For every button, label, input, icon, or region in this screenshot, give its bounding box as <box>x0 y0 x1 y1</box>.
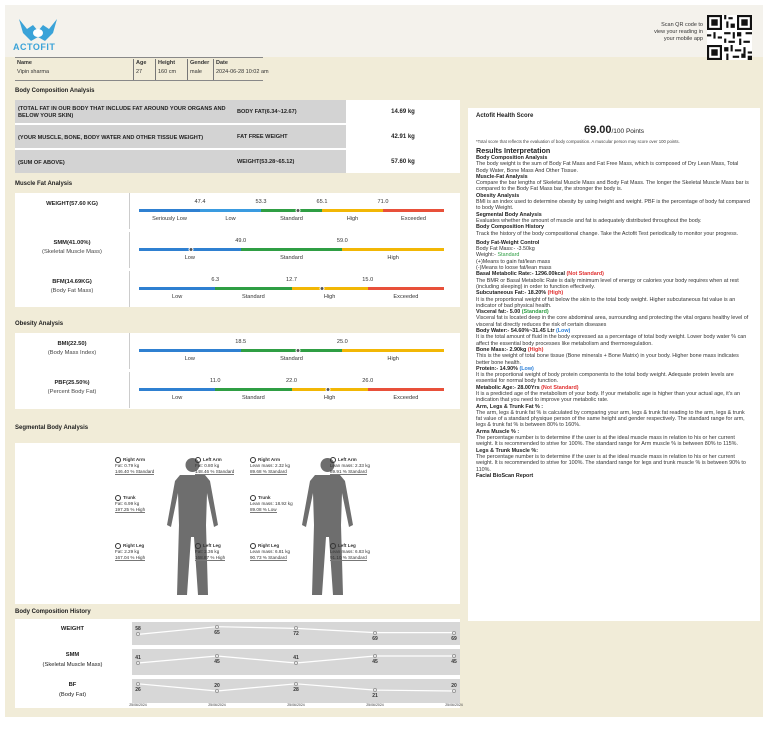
scale-marker <box>320 286 325 291</box>
scale-zone-bar <box>342 248 444 251</box>
history-point <box>215 689 219 693</box>
history-date: 25/06/2024 <box>366 703 384 707</box>
history-chart <box>132 679 460 703</box>
segment-value: Lean mass: 2.32 kg <box>250 463 291 468</box>
segment-percent: 197.25 % High <box>115 506 146 512</box>
name-value: Vipin sharma <box>17 69 49 75</box>
scale-zone-label: Standard <box>280 356 303 362</box>
ri-ltm-text: The percentage number is to determine if the user is at the ideal muscle mass in relation to his or her current weight. It is recommended to strive for 100%. The standard range for legs and trunk muscle % is between 90% to 110%. <box>476 453 746 473</box>
scale-zone-bar <box>292 287 368 290</box>
segment-value: Lean mass: 2.33 kg <box>330 463 371 468</box>
history-label <box>15 649 130 675</box>
scale-label <box>15 333 130 369</box>
interpretation-panel <box>468 108 760 621</box>
name-label: Name <box>17 60 32 66</box>
obesity-panel <box>15 333 460 409</box>
gender-value: male <box>190 69 202 75</box>
results-title: Results Interpretation <box>476 146 551 155</box>
age-label: Age <box>136 60 147 66</box>
segment-percent: 90.73 % Standard <box>250 554 287 560</box>
segment-value: Fat: 2.36 kg <box>195 549 220 554</box>
ri-bca-heading: Body Composition Analysis <box>476 155 548 161</box>
scale-zone-bar <box>261 209 322 212</box>
scale-tick: 59.0 <box>336 238 348 244</box>
history-point <box>452 654 456 658</box>
bc-row-weight <box>15 150 415 173</box>
ri-vf-label: Visceral fat:- 5.00 <box>476 309 522 316</box>
scale-zone-label: High <box>346 216 359 222</box>
ri-sf-text: It is the proportional weight of fat below the skin to the total body weight. Higher subcutaneous fat value is an indicator of bad physical health. <box>476 296 736 309</box>
scale-tick: 49.0 <box>235 238 247 244</box>
segment-value: Fat: 0.79 kg <box>115 463 140 468</box>
history-value: 45 <box>372 659 378 665</box>
ri-bm-text: This is the weight of total bone tissue (Bone minerals + Bone Matrix) in your body. Higher bone mass indicates better bone health. <box>476 353 739 366</box>
ri-bfw-weight-status: Standard <box>497 252 520 259</box>
history-point <box>373 654 377 658</box>
scale-zone-bar <box>322 209 383 212</box>
segment-lean-trunk <box>250 495 293 512</box>
ri-bch-heading: Body Composition History <box>476 224 544 231</box>
bc-value: 42.91 kg <box>346 125 460 148</box>
history-date: 25/06/2024 <box>287 703 305 707</box>
history-sub: (Body Fat) <box>58 692 87 698</box>
scale-tick: 6.3 <box>211 277 220 283</box>
scale-metric: WEIGHT(57.60 KG) <box>46 201 98 207</box>
ri-bmr-label: Basal Metabolic Rate:- 1296.00kcal <box>476 271 567 278</box>
ri-mfa-heading: Muscle-Fat Analysis <box>476 173 528 180</box>
history-value: 41 <box>293 655 299 661</box>
segment-fat-left-arm <box>195 457 234 474</box>
qr-caption: Scan QR code to view your reading in your mobile app <box>654 22 703 42</box>
history-sub: (Skeletal Muscle Mass) <box>42 662 103 668</box>
history-value: 58 <box>135 626 141 633</box>
scale-zone-label: Low <box>171 294 183 300</box>
scale-zone-bar <box>342 349 444 352</box>
history-value: 21 <box>372 693 378 700</box>
ri-bca-text: The body weight is the sum of Body Fat Mass and Fat Free Mass, which is composed of Dry Lean Mass, Total Body Water, Bone Mass And Other Tissue. <box>476 161 739 174</box>
ri-bmr-text: The BMR or Basal Metabolic Rate is daily minimum level of energy or calories your body requires when at rest (including sleeping) in order to function effectively. <box>476 277 739 290</box>
logo-text: ACTOFIT <box>13 42 56 52</box>
scale-zone-bar <box>139 287 215 290</box>
segment-value: Fat: 2.29 kg <box>115 549 140 554</box>
segment-name: Trunk <box>123 495 136 501</box>
history-metric: SMM <box>65 652 80 658</box>
scale-zone-label: Low <box>225 216 236 222</box>
obesity-title: Obesity Analysis <box>15 321 64 327</box>
height-value: 160 cm <box>158 69 177 75</box>
scale-sub: (Skeletal Muscle Mass) <box>42 249 102 255</box>
ri-vf-status: (Standard) <box>521 309 549 316</box>
ri-am-text: The percentage number is to determine if the user is at the ideal muscle mass in relation to his or her current weight. It is recommended to strive for 100%. The standard range for Arm muscle % is between 80% to 115%. <box>476 435 738 448</box>
scale-zone-label: High <box>387 356 399 362</box>
scale-bar <box>139 248 444 251</box>
history-value: 20 <box>451 683 457 689</box>
scale-label <box>15 193 130 229</box>
ri-ma-label: Metabolic Age:- 28.00Yrs <box>476 384 542 391</box>
segment-percent: 89.68 % Standard <box>250 468 287 474</box>
history-value: 65 <box>214 629 220 636</box>
scale-zone-bar <box>139 388 215 391</box>
bc-desc: (SUM OF ABOVE) <box>15 150 235 173</box>
scale-tick: 12.7 <box>286 277 297 283</box>
scale-zone-bar <box>241 349 343 352</box>
date-label: Date <box>216 60 228 66</box>
segment-percent: 89.91 % Standard <box>330 468 367 474</box>
scale-marker <box>295 208 300 213</box>
ri-bch-text: Track the history of the body compositional change. Take the Actofit Test periodically to monitor your progress. <box>476 230 739 237</box>
segment-percent: 148.46 % Standard <box>195 468 235 474</box>
history-panel <box>15 619 463 708</box>
scale-row <box>15 193 460 229</box>
scale-zone-label: Low <box>171 395 183 401</box>
segment-lean-left-leg <box>330 543 370 560</box>
scale-tick: 15.0 <box>362 277 374 283</box>
ri-bw-text: It is the total amount of fluid in the body expressed as a percentage of total body weight. Lower body water % can affect the essential body processes like metabolism and thermoregulation. <box>476 334 747 347</box>
scale-zone-bar <box>139 209 200 212</box>
history-metric: BF <box>68 682 77 688</box>
scale-metric: BMI(22.50) <box>57 341 87 347</box>
scale-tick: 71.0 <box>377 199 389 205</box>
history-label <box>15 622 130 645</box>
history-value: 69 <box>372 635 378 642</box>
history-title: Body Composition History <box>15 609 91 615</box>
segment-value: Fat: 0.80 kg <box>195 463 220 468</box>
history-point <box>215 625 219 629</box>
scale-zone-label: Standard <box>280 216 303 222</box>
bc-desc: (TOTAL FAT IN OUR BODY THAT INCLUDE FAT AROUND YOUR ORGANS AND BELOW YOUR SKIN) <box>15 100 235 123</box>
history-value: 28 <box>293 686 299 693</box>
history-value: 20 <box>214 683 220 689</box>
segment-percent: 167.04 % High <box>115 554 146 560</box>
gender-label: Gender <box>190 60 210 66</box>
segment-name: Right Arm <box>258 457 281 463</box>
bc-metric: BODY FAT(6.34~12.67) <box>235 100 346 123</box>
history-point <box>294 661 298 665</box>
segment-name: Left Arm <box>203 457 222 463</box>
ri-bfw-minus: (-)Means to loose fat/lean mass <box>476 265 552 272</box>
body-composition-table <box>15 100 460 173</box>
scale-bar <box>139 349 444 352</box>
segment-percent: 89.08 % Low <box>250 506 277 512</box>
segment-fat-left-leg <box>195 543 225 560</box>
bc-metric: WEIGHT(53.28~65.12) <box>235 150 346 173</box>
ri-bfw-fat: Body Fat Mass:- -3.50kg <box>476 246 535 253</box>
ri-bfw-weight-label: Weight:- <box>476 252 498 259</box>
health-score <box>476 124 752 136</box>
segment-value: Fat: 6.99 kg <box>115 501 140 506</box>
body-composition-title: Body Composition Analysis <box>15 88 95 94</box>
scale-tick: 18.5 <box>235 339 247 345</box>
segment-lean-left-arm <box>330 457 370 474</box>
scale-tick: 53.3 <box>255 199 267 205</box>
info-divider <box>15 80 263 81</box>
scale-zone-bar <box>139 349 241 352</box>
ri-oa-text: BMI is an index used to determine obesity by using height and weight. PBF is the percentage of body fat compared to body Weight. <box>476 199 750 212</box>
segment-fat-trunk <box>115 495 145 512</box>
ri-ltm-heading: Legs & Trunk Muscle %: <box>476 447 539 454</box>
history-point <box>136 682 140 686</box>
score-value: 69.00 <box>583 124 612 136</box>
ri-pr-text: It is the proportional weight of body protein components to the total body weight. Adequate protein levels are essential for normal body function. <box>476 372 734 385</box>
segmental-panel <box>15 443 460 604</box>
ri-pr-status: (Low) <box>519 365 534 372</box>
ri-sf-status: (High) <box>547 290 564 297</box>
ri-sba-heading: Segmental Body Analysis <box>476 211 542 218</box>
body-figure-lean-icon <box>295 455 360 600</box>
scale-zone-label: Exceeded <box>393 395 419 401</box>
height-label: Height <box>158 60 176 66</box>
scale-sub: (Percent Body Fat) <box>47 389 97 395</box>
ri-ma-status: (Not Standard) <box>541 384 579 391</box>
history-value: 26 <box>135 686 141 693</box>
history-point <box>136 632 140 636</box>
history-value: 45 <box>451 659 457 665</box>
history-chart <box>132 649 460 675</box>
ri-bw-status: (Low) <box>555 328 571 335</box>
bc-row-body-fat <box>15 100 415 123</box>
segment-percent: 146.40 % Standard <box>115 468 155 474</box>
scale-row <box>15 271 460 307</box>
history-value: 69 <box>451 635 457 642</box>
scale-tick: 65.1 <box>316 199 328 205</box>
scale-sub: (Body Mass Index) <box>47 350 97 356</box>
scale-zone-bar <box>200 209 261 212</box>
history-row <box>15 622 460 645</box>
muscle-fat-title: Muscle Fat Analysis <box>15 181 73 187</box>
bc-row-fat-free <box>15 125 415 148</box>
history-point <box>294 682 298 686</box>
history-point <box>373 631 377 635</box>
ri-bfw-heading: Body Fat-Weight Control <box>476 239 540 246</box>
segment-value: Lean mass: 6.83 kg <box>330 549 371 554</box>
segment-name: Left Arm <box>338 457 357 463</box>
segment-value: Lean mass: 18.92 kg <box>250 501 293 506</box>
scale-zone-label: Standard <box>242 294 265 300</box>
score-note: *Total score that reflects the evaluation of body composition. A muscular person may score over 100 points. <box>476 139 680 144</box>
scale-bar <box>139 287 444 290</box>
scale-sub: (Body Fat Mass) <box>50 288 94 294</box>
segment-lean-right-arm <box>250 457 290 474</box>
scale-bar <box>139 388 444 391</box>
ri-bfw-plus: (+)Means to gain fat/lean mass <box>476 258 551 265</box>
segmental-title: Segmental Body Analysis <box>15 425 89 431</box>
segment-name: Left Leg <box>203 543 221 549</box>
scale-zone-label: Seriously Low <box>152 216 187 222</box>
ri-sf-label: Subcutaneous Fat:- 18.20% <box>476 290 548 297</box>
ri-bm-label: Bone Mass:- 2.90kg <box>476 346 528 353</box>
segment-fat-right-arm <box>115 457 154 474</box>
history-point <box>452 631 456 635</box>
scale-zone-label: Standard <box>280 255 303 261</box>
scale-zone-label: High <box>323 294 336 300</box>
history-value: 41 <box>135 655 141 661</box>
scale-metric: PBF(25.50%) <box>54 380 90 386</box>
report-header <box>5 5 763 57</box>
date-value: 2024-06-28 10:02 am <box>216 69 269 75</box>
segment-name: Right Leg <box>258 543 280 549</box>
history-date: 25/06/2024 <box>208 703 226 707</box>
scale-tick: 22.0 <box>286 378 297 384</box>
scale-zone-label: High <box>323 395 336 401</box>
scale-metric: SMM(41.00%) <box>53 240 91 246</box>
segment-name: Right Arm <box>123 457 146 463</box>
segment-percent: 91.10 % Standard <box>330 554 367 560</box>
user-info <box>15 59 269 80</box>
ri-alt-heading: Arm, Legs & Trunk Fat % : <box>476 403 544 410</box>
scale-tick: 11.0 <box>210 378 221 384</box>
scale-zone-bar <box>215 388 291 391</box>
scale-label <box>15 232 130 268</box>
ri-vf-text: Visceral fat is located deep in the core abdominal area, surrounding and protecting the vital organs healthy level of visceral fat directly reduces the risk of certain diseases <box>476 315 749 328</box>
ri-bmr-status: (Not Standard) <box>566 271 604 278</box>
qr-code-icon <box>707 15 752 60</box>
history-date: 25/06/2024 <box>445 703 463 707</box>
scale-tick: 47.4 <box>194 199 206 205</box>
scale-zone-bar <box>368 388 444 391</box>
history-point <box>294 626 298 630</box>
bc-value: 14.69 kg <box>346 100 460 123</box>
scale-zone-label: Exceeded <box>393 294 419 300</box>
scale-row <box>15 372 460 408</box>
bc-value: 57.60 kg <box>346 150 460 173</box>
ri-pr-label: Protein:- 14.90% <box>476 365 520 372</box>
history-value: 72 <box>293 631 299 638</box>
ri-bm-status: (High) <box>527 346 544 353</box>
scale-row <box>15 333 460 369</box>
scale-zone-label: Low <box>184 255 195 261</box>
scale-zone-label: Standard <box>242 395 265 401</box>
segment-name: Trunk <box>258 495 271 501</box>
scale-zone-label: High <box>387 255 399 261</box>
segment-fat-right-leg <box>115 543 145 560</box>
scale-marker <box>188 247 193 252</box>
ri-alt-text: The arm, legs & trunk fat % is calculated by comparing your arm, legs & trunk fat reading to the arm, legs & trunk fat value of a standard physique person of the same height and gender respectively. The standard range for arm, legs & trunk fat % is between 80% to 160%. <box>476 409 745 429</box>
score-suffix: /100 Points <box>611 128 645 135</box>
scale-zone-bar <box>383 209 444 212</box>
bc-desc: (YOUR MUSCLE, BONE, BODY WATER AND OTHER TISSUE WEIGHT) <box>15 125 235 148</box>
score-title: Actofit Health Score <box>476 113 534 119</box>
scale-tick: 25.0 <box>336 339 348 345</box>
bc-metric: FAT FREE WEIGHT <box>235 125 346 148</box>
scale-label <box>15 271 130 307</box>
scale-metric: BFM(14.69KG) <box>52 279 92 285</box>
scale-bar <box>139 209 444 212</box>
ri-am-heading: Arms Muscle % : <box>476 428 520 435</box>
history-row <box>15 649 460 675</box>
history-point <box>136 661 140 665</box>
scale-zone-label: Exceeded <box>401 216 426 222</box>
history-chart <box>132 622 460 645</box>
ri-mfa-text: Compare the bar lengths of Skeletal Muscle Mass and Body Fat Mass. The longer the Skeletal Muscle Mass bar is compared to the Body Fat Mass bar, the stronger the body is. <box>476 180 749 193</box>
segment-lean-right-leg <box>250 543 290 560</box>
history-point <box>215 654 219 658</box>
scale-label <box>15 372 130 408</box>
history-value: 45 <box>214 659 220 665</box>
scale-zone-label: Low <box>184 356 195 362</box>
ri-ma-text: It is a predicted age of the metabolism of your body. If your metabolic age is higher than your actual age, it's an indication that you need to improve your metabolic rate. <box>476 390 741 404</box>
history-row <box>15 679 460 703</box>
history-date: 25/06/2024 <box>129 703 147 707</box>
segment-percent: 168.87 % High <box>195 554 226 560</box>
age-value: 27 <box>136 69 143 75</box>
ri-bw-label: Body Water:- 54.60%~31.45 Ltr <box>476 328 556 335</box>
segment-name: Left Leg <box>338 543 356 549</box>
scale-zone-bar <box>368 287 444 290</box>
history-label <box>15 679 130 703</box>
scale-tick: 26.0 <box>362 378 374 384</box>
history-point <box>373 688 377 692</box>
report-page <box>5 5 763 717</box>
header-divider <box>15 57 263 58</box>
history-metric: WEIGHT <box>60 626 85 632</box>
ri-sba-text: Evaluates whether the amount of muscle and fat is adequately distributed throughout the body. <box>476 217 702 224</box>
scale-zone-bar <box>241 248 343 251</box>
body-figure-fat-icon <box>160 455 225 600</box>
scale-marker <box>295 348 300 353</box>
segment-name: Right Leg <box>123 543 145 549</box>
segment-value: Lean mass: 6.81 kg <box>250 549 291 554</box>
scale-zone-bar <box>215 287 291 290</box>
ri-oa-heading: Obesity Analysis <box>476 192 520 199</box>
scale-marker <box>326 387 331 392</box>
history-point <box>452 689 456 693</box>
ri-fbr-heading: Facial BioScan Report <box>476 472 534 479</box>
muscle-fat-panel <box>15 193 460 307</box>
scale-row <box>15 232 460 268</box>
